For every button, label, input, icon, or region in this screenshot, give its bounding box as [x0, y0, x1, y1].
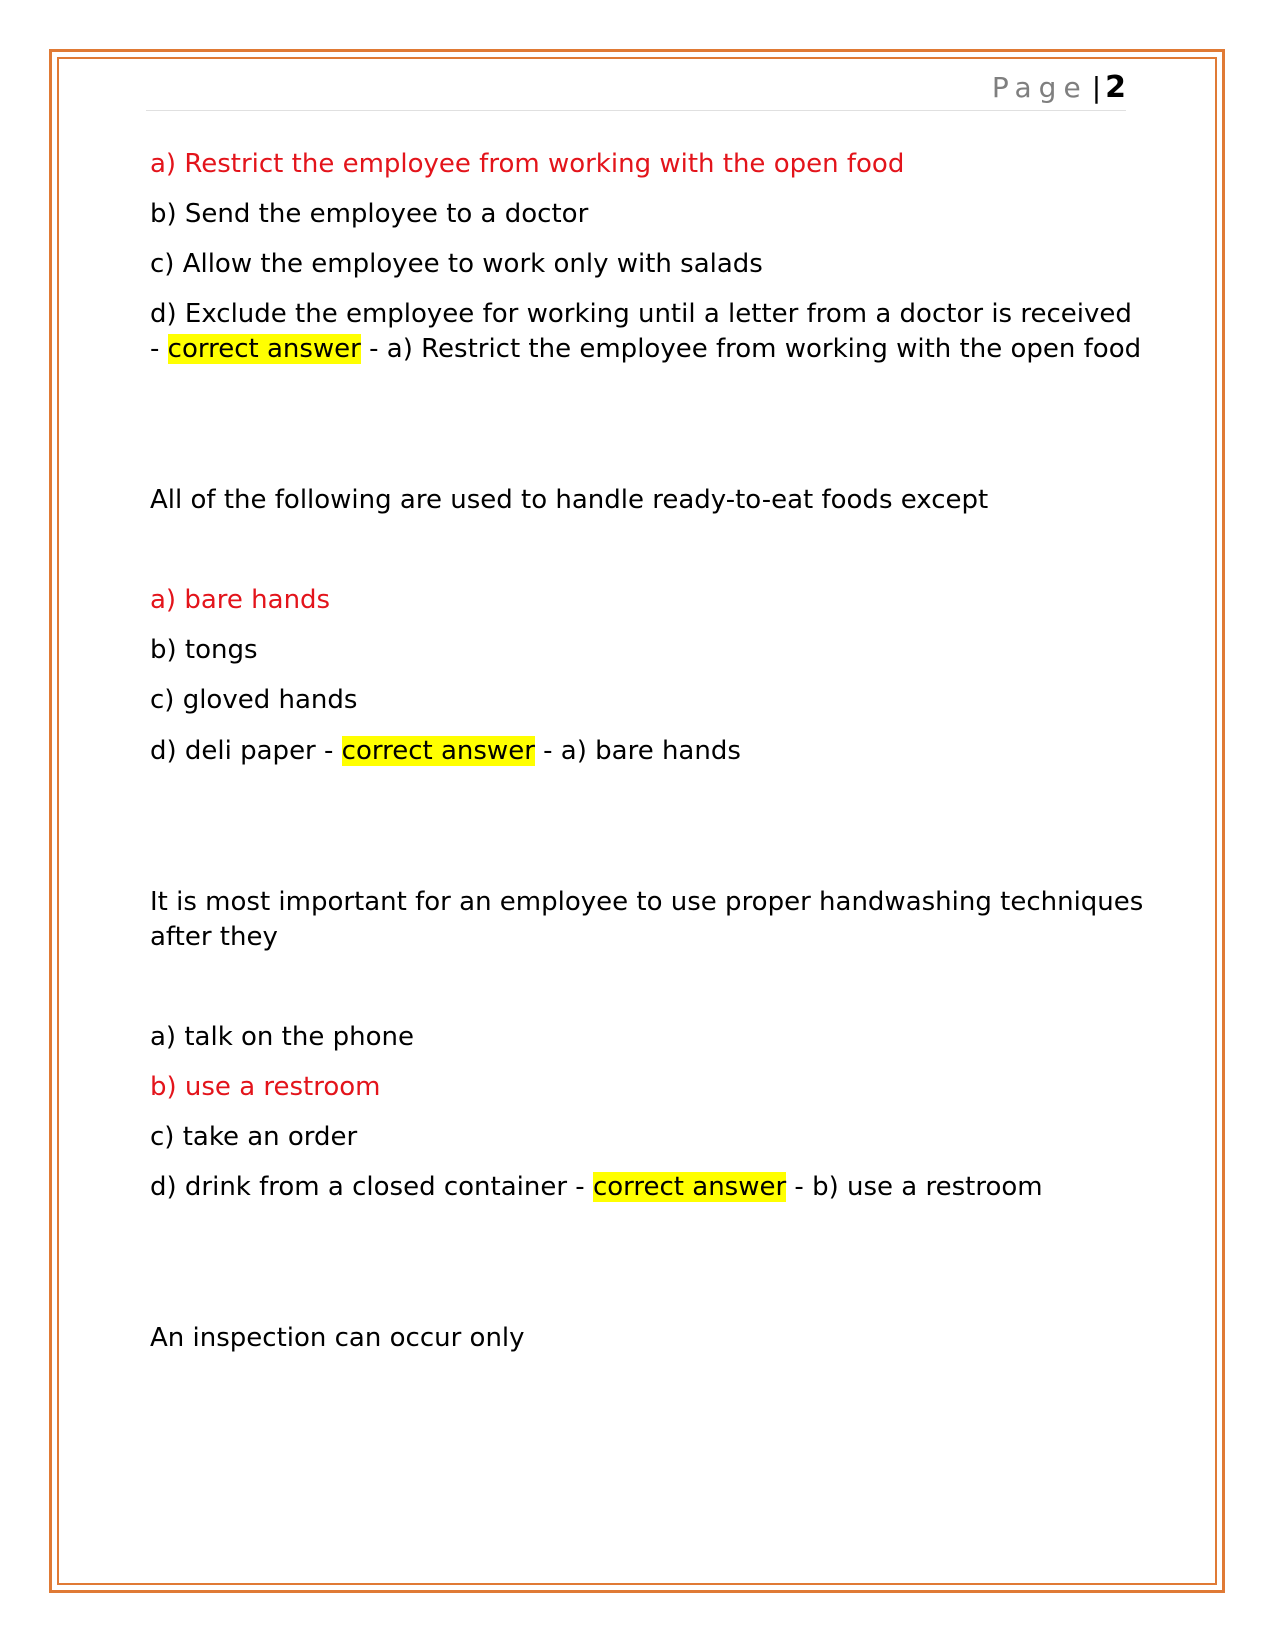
q4-question: An inspection can occur only: [150, 1323, 525, 1353]
q1-option-c: c) Allow the employee to work only with salads: [150, 249, 763, 279]
q3-correct-answer-label: correct answer: [592, 1172, 787, 1202]
q2-answer-line: [150, 733, 741, 769]
q1-answer-line: [150, 331, 1141, 367]
q1-option-d: d) Exclude the employee for working until a letter from a doctor is received: [150, 299, 1132, 329]
q2-correct-answer-label: correct answer: [341, 736, 535, 766]
q2-question: All of the following are used to handle ready-to-eat foods except: [150, 485, 989, 515]
q1-correct-answer-label: correct answer: [167, 334, 361, 364]
q3-answer-line: [150, 1169, 1043, 1205]
q1-option-a: a) Restrict the employee from working with the open food: [150, 149, 905, 179]
q2-option-b: b) tongs: [150, 635, 258, 665]
q2-answer-text: - a) bare hands: [534, 736, 741, 766]
q3-option-c: c) take an order: [150, 1122, 358, 1152]
page-label: Page: [991, 71, 1088, 104]
page-number: 2: [1105, 70, 1126, 105]
q3-question-line1: It is most important for an employee to use proper handwashing techniques: [150, 887, 1144, 917]
page-header: [146, 70, 1126, 111]
page-separator: |: [1091, 71, 1102, 104]
q2-option-a: a) bare hands: [150, 585, 331, 615]
q3-answer-text: - b) use a restroom: [786, 1172, 1043, 1202]
q3-question-line2: after they: [150, 922, 278, 952]
q1-answer-text: - a) Restrict the employee from working with the open food: [360, 334, 1142, 364]
q3-option-b: b) use a restroom: [150, 1072, 381, 1102]
q1-answer-prefix: -: [150, 334, 168, 364]
q2-option-c: c) gloved hands: [150, 685, 358, 715]
q3-option-a: a) talk on the phone: [150, 1022, 414, 1052]
q3-option-d: d) drink from a closed container -: [150, 1172, 593, 1202]
q2-option-d: d) deli paper -: [150, 736, 342, 766]
q1-option-b: b) Send the employee to a doctor: [150, 199, 589, 229]
